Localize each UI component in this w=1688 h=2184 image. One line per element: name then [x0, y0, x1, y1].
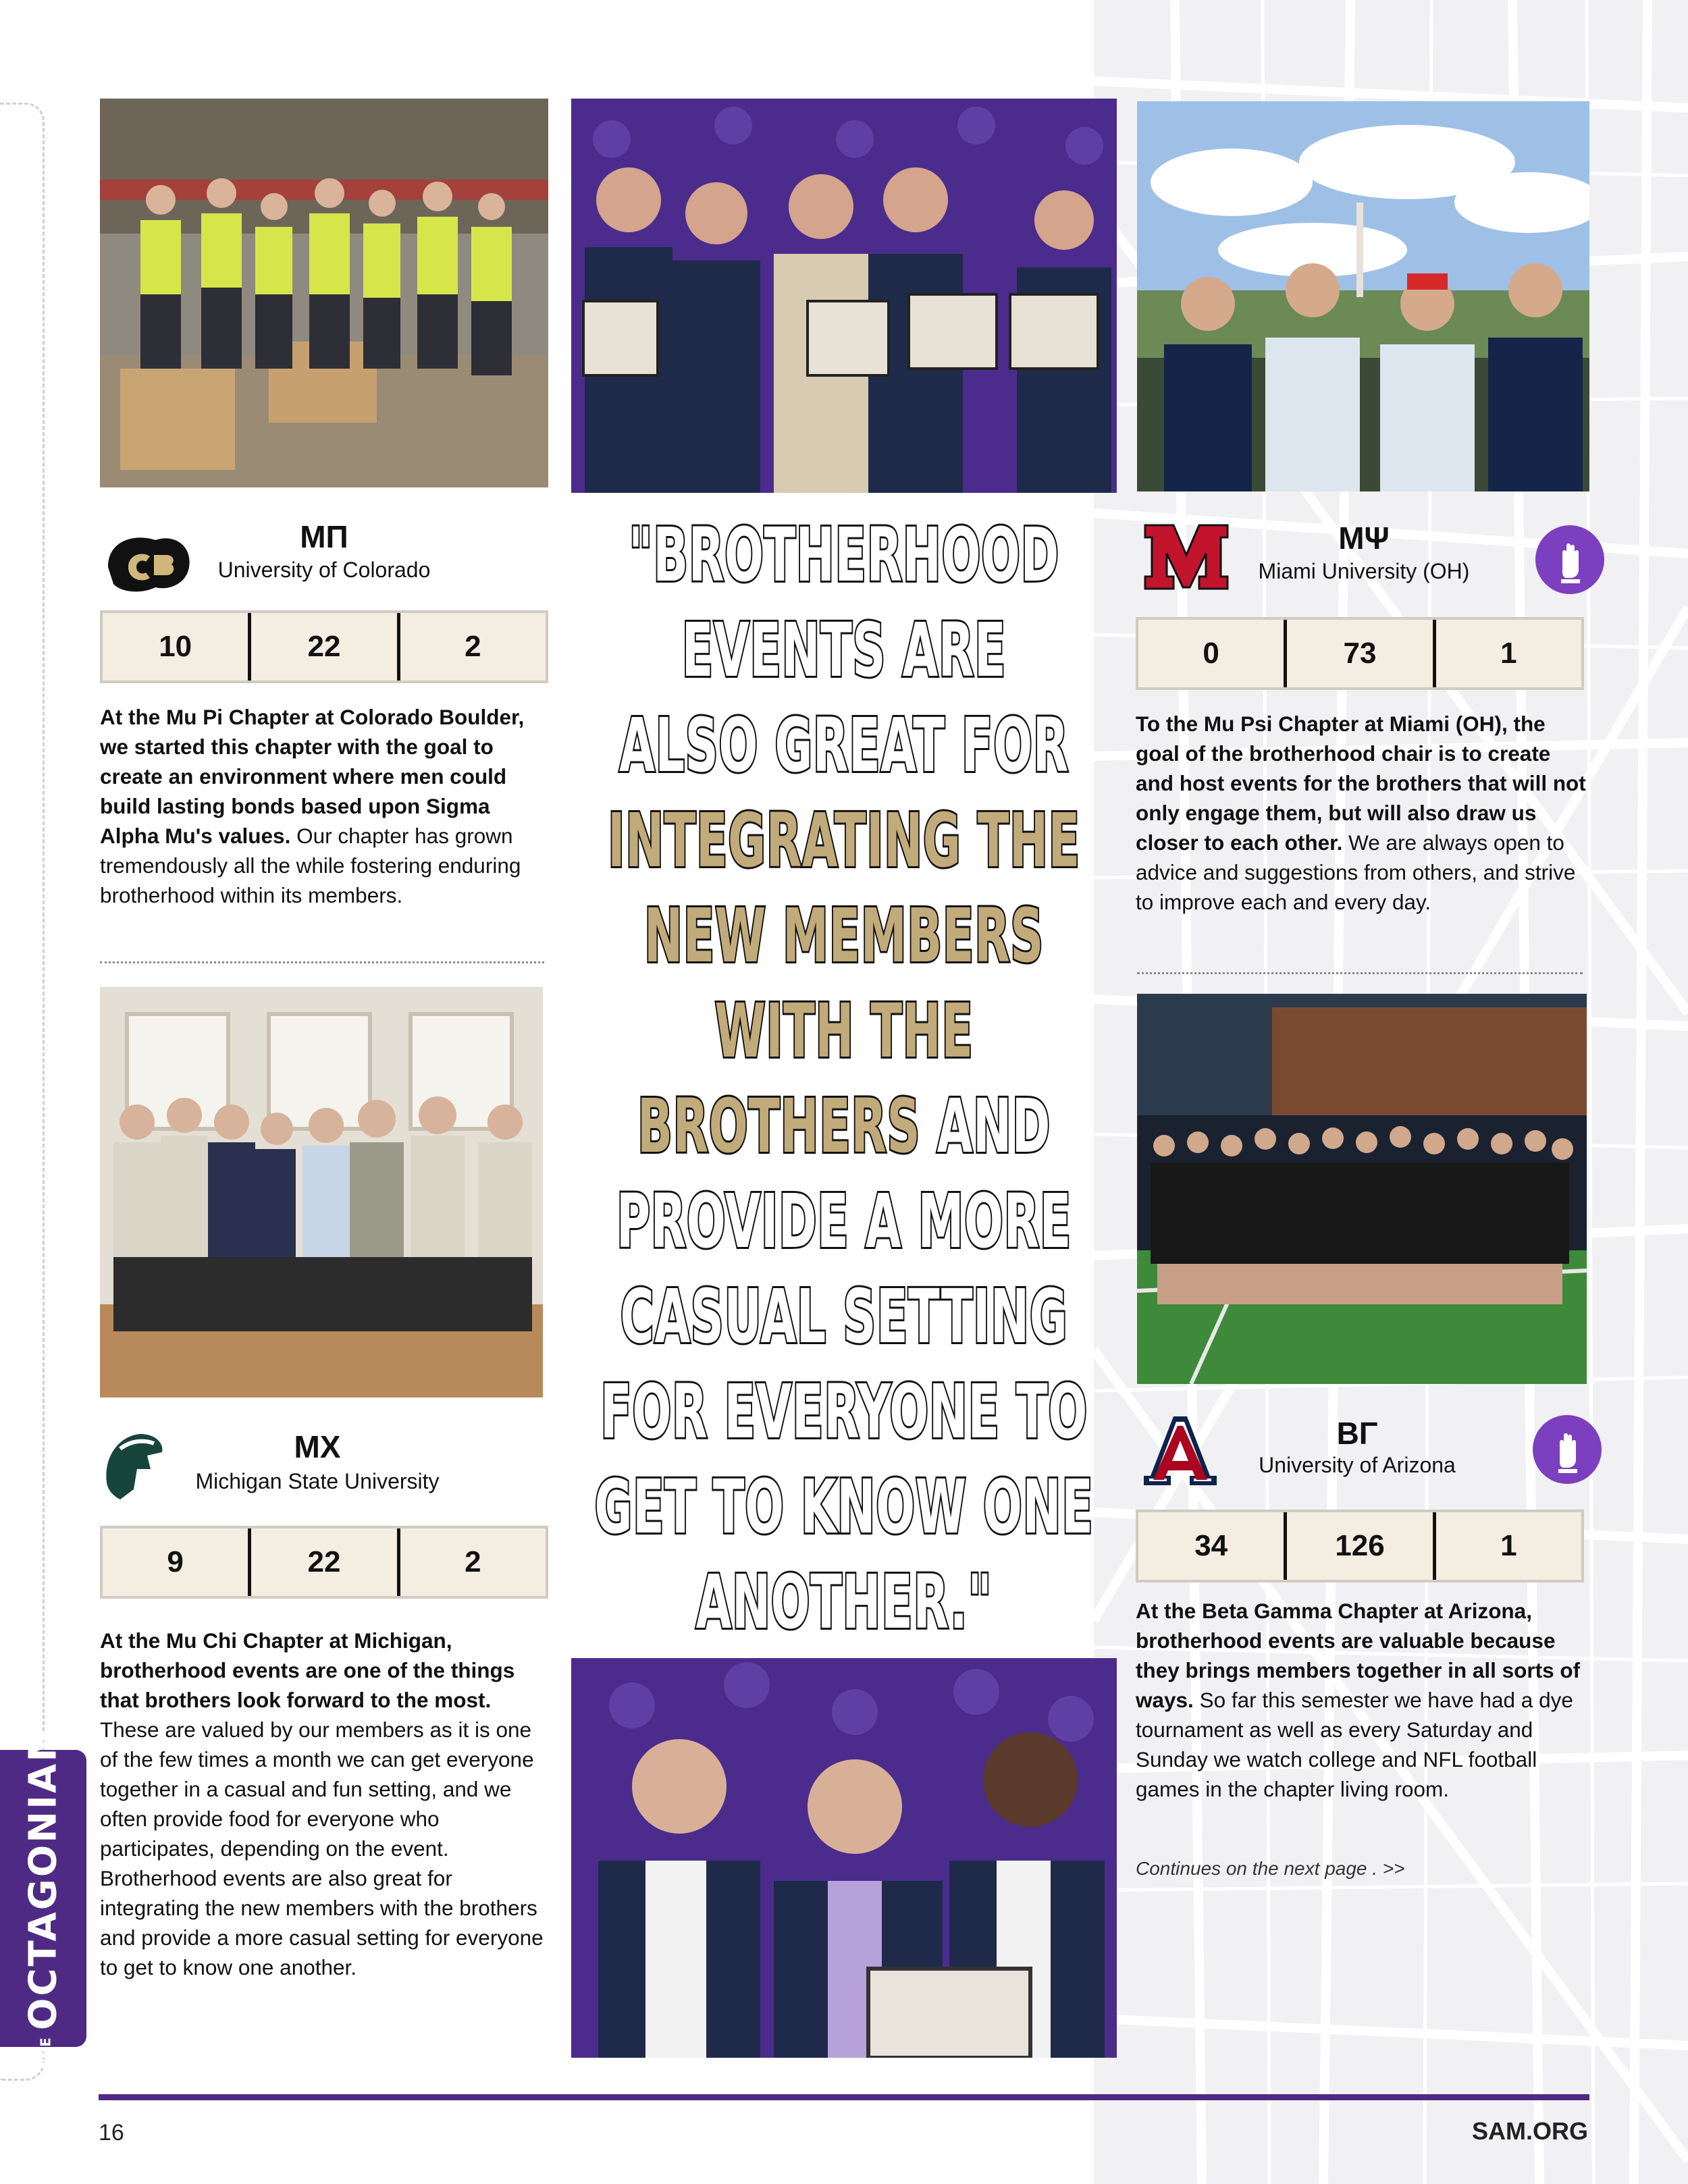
continue-note: Continues on the next page . >> [1136, 1858, 1405, 1879]
photo-dedication-to-service [571, 1658, 1117, 2058]
colorado-buffaloes-logo [101, 520, 196, 608]
stats-bar [1136, 1510, 1584, 1582]
stats-bar [100, 1526, 548, 1599]
chapter-greek-letters: ΜΨ [1338, 521, 1390, 556]
photo-michigan-state-group [100, 987, 543, 1397]
stat-value: 2 [397, 1528, 546, 1596]
stat-value: 1 [1433, 1512, 1581, 1580]
stat-value: 1 [1433, 620, 1581, 687]
magazine-name: THEOCTAGONIAN [21, 1728, 65, 2069]
magazine-side-tab [0, 1728, 86, 2069]
chapter-greek-letters: ΜΠ [300, 519, 348, 554]
chapter-greek-letters: ΜΧ [294, 1429, 341, 1464]
chapter-university: Miami University (OH) [1258, 559, 1470, 583]
chapter-description: To the Mu Psi Chapter at Miami (OH), the goal of the brotherhood chair is to create and host events for the brothers that will not only engage them, but will also draw us closer to each other. We are always open to advice and suggestions from others, and strive to improve each and every day. [1136, 712, 1586, 914]
photo-washington-dc [1137, 101, 1589, 491]
miami-m-logo [1142, 520, 1230, 594]
spartan-helmet-logo [100, 1429, 167, 1503]
stat-value: 22 [248, 1528, 396, 1596]
stat-value: 2 [397, 613, 546, 681]
stat-value: 126 [1284, 1512, 1432, 1580]
chapter-university: University of Colorado [217, 558, 431, 582]
page-number: 16 [99, 2120, 124, 2146]
award-hand-icon [1535, 525, 1604, 594]
stat-value: 9 [167, 1545, 184, 1578]
chapter-description: At the Mu Chi Chapter at Michigan, brotherhood events are one of the things that brothers look forward to the most. These are valued by our members as it is one of the few times a month we can get everyone together in a casual and fun setting, and we often provide food for everyone who participates, depending on the event. Brotherhood events are also great for integrating the new members with the brothers and provide a more casual setting for everyone to get to know one another. [100, 1628, 544, 1979]
stat-value: 34 [1194, 1529, 1228, 1562]
section-divider [100, 961, 544, 963]
chapter-description: At the Mu Pi Chapter at Colorado Boulder, we started this chapter with the goal to create an environment where men could build lasting bonds based upon Sigma Alpha Mu's values. Our chapter has grown tremendously all the while fostering enduring brotherhood within its members. [100, 705, 525, 907]
section-divider [1137, 972, 1583, 974]
stats-bar [1136, 617, 1584, 690]
footer-rule [99, 2094, 1589, 2100]
stat-value: 10 [159, 630, 192, 663]
pull-quote: "BROTHERHOOD EVENTS ARE ALSO GREAT FOR INTEGRATING THE NEW MEMBERS WITH THE BROTHERS AND PROVIDE A MORE CASUAL SETTING FOR EVERYONE TO GET TO KNOW ONE ANOTHER." [594, 512, 1094, 1645]
stat-value: 73 [1284, 620, 1432, 687]
arizona-a-logo [1140, 1411, 1221, 1489]
photo-arizona-football-field [1137, 994, 1587, 1384]
photo-colorado-volunteers [100, 99, 548, 487]
site-link[interactable]: SAM.ORG [1471, 2117, 1588, 2145]
chapter-university: University of Arizona [1259, 1453, 1456, 1477]
stat-value: 0 [1203, 637, 1219, 670]
chapter-greek-letters: ΒΓ [1336, 1416, 1378, 1451]
stats-bar [100, 610, 548, 683]
stat-value: 22 [248, 613, 396, 681]
chapter-description: At the Beta Gamma Chapter at Arizona, brotherhood events are valuable because they brings members together in all sorts of ways. So far this semester we have had a dye tournament as well as every Saturday and Sunday we watch college and NFL football games in the chapter living room. [1136, 1599, 1581, 1801]
photo-awards-ceremony [571, 99, 1117, 493]
award-hand-icon [1533, 1415, 1602, 1484]
chapter-university: Michigan State University [195, 1469, 440, 1493]
